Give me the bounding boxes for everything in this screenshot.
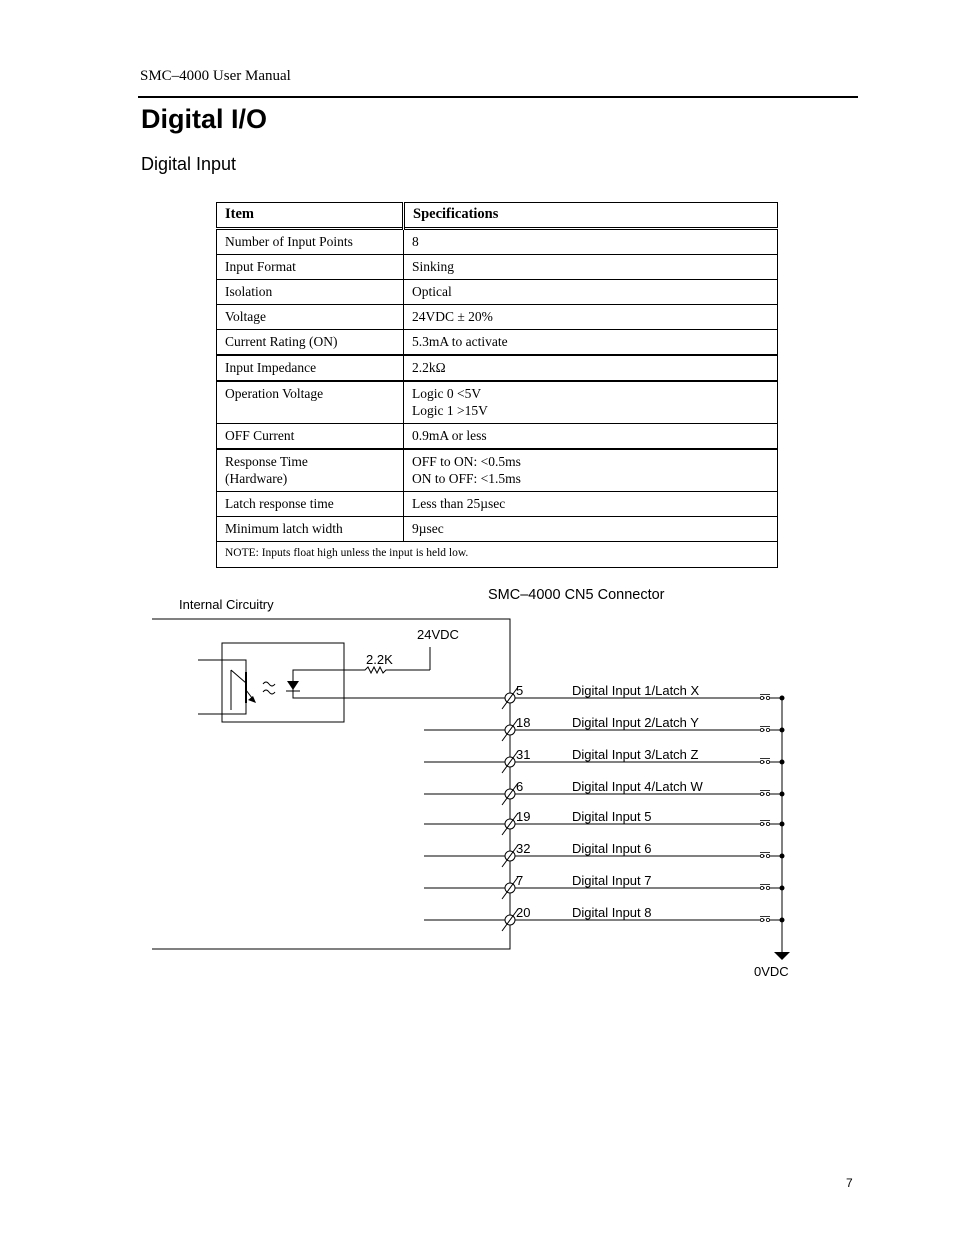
spec-item-cell: Number of Input Points	[217, 229, 404, 255]
table-row	[217, 229, 778, 255]
spec-table-header-row	[217, 203, 778, 229]
spec-item-cell: Voltage	[217, 305, 404, 330]
spec-value-cell: Logic 0 <5V Logic 1 >15V	[404, 381, 778, 424]
spec-value-cell: 8	[404, 229, 778, 255]
switch-icon	[760, 885, 782, 890]
resistor-label: 2.2K	[366, 652, 393, 667]
table-row	[217, 280, 778, 305]
spec-item-cell: Input Impedance	[217, 355, 404, 381]
table-row	[217, 305, 778, 330]
pin-number: 18	[516, 715, 531, 730]
switch-icon	[760, 917, 782, 922]
switch-icon	[760, 791, 782, 796]
connector-pin-row	[424, 809, 785, 835]
connector-pin-row	[424, 841, 785, 867]
connector-pins	[424, 683, 785, 931]
section-title: Digital I/O	[141, 104, 268, 134]
spec-item-cell: OFF Current	[217, 424, 404, 450]
spec-value-cell: OFF to ON: <0.5ms ON to OFF: <1.5ms	[404, 449, 778, 492]
spec-item-cell: Operation Voltage	[217, 381, 404, 424]
spec-item-cell: Current Rating (ON)	[217, 330, 404, 356]
page-number: 7	[846, 1176, 853, 1190]
pin-number: 5	[516, 683, 524, 698]
header-rule	[138, 96, 858, 98]
spec-value-cell: 2.2kΩ	[404, 355, 778, 381]
pin-label: Digital Input 5	[572, 809, 652, 824]
spec-table	[216, 202, 778, 568]
pin-label: Digital Input 2/Latch Y	[572, 715, 699, 730]
pin-number: 6	[516, 779, 524, 794]
spec-value-cell: Optical	[404, 280, 778, 305]
optocoupler-icon	[198, 643, 508, 722]
spec-item-cell: Minimum latch width	[217, 517, 404, 542]
pin-label: Digital Input 3/Latch Z	[572, 747, 699, 762]
spec-value-cell: 0.9mA or less	[404, 424, 778, 450]
pin-number: 7	[516, 873, 524, 888]
spec-value-cell: 24VDC ± 20%	[404, 305, 778, 330]
connector-label: SMC–4000 CN5 Connector	[488, 587, 665, 603]
internal-circuit-boundary	[152, 619, 510, 949]
resistor-symbol	[345, 667, 430, 673]
connector-pin-row	[502, 683, 785, 709]
switch-icon	[760, 695, 782, 700]
table-row	[217, 355, 778, 381]
running-header: SMC–4000 User Manual	[140, 68, 291, 84]
spec-item-cell: Latch response time	[217, 492, 404, 517]
ground-arrow-icon	[774, 952, 790, 960]
pin-number: 19	[516, 809, 531, 824]
spec-value-cell: 9µsec	[404, 517, 778, 542]
switch-icon	[760, 821, 782, 826]
spec-item-cell: Isolation	[217, 280, 404, 305]
table-row	[217, 449, 778, 492]
connector-pin-row	[424, 905, 785, 931]
section-subtitle: Digital Input	[141, 154, 237, 174]
pin-label: Digital Input 8	[572, 905, 652, 920]
header-specifications: Specifications	[404, 203, 778, 229]
table-row	[217, 492, 778, 517]
pin-number: 20	[516, 905, 531, 920]
connector-pin-row	[424, 747, 785, 773]
pin-label: Digital Input 6	[572, 841, 652, 856]
connector-pin-row	[424, 715, 785, 741]
pin-label: Digital Input 4/Latch W	[572, 779, 703, 794]
pin-label: Digital Input 1/Latch X	[572, 683, 700, 698]
pin-number: 31	[516, 747, 531, 762]
spec-value-cell: Less than 25µsec	[404, 492, 778, 517]
table-row	[217, 517, 778, 542]
table-row	[217, 381, 778, 424]
spec-item-cell: Response Time (Hardware)	[217, 449, 404, 492]
switch-icon	[760, 853, 782, 858]
table-note: NOTE: Inputs float high unless the input is held low.	[217, 542, 778, 568]
connector-pin-row	[424, 779, 785, 805]
pin-label: Digital Input 7	[572, 873, 652, 888]
table-row	[217, 424, 778, 450]
spec-value-cell: Sinking	[404, 255, 778, 280]
pin-number: 32	[516, 841, 531, 856]
internal-circuitry-label: Internal Circuitry	[179, 597, 274, 612]
table-row	[217, 255, 778, 280]
header-item: Item	[217, 203, 404, 229]
table-note-row	[217, 542, 778, 568]
spec-value-cell: 5.3mA to activate	[404, 330, 778, 356]
connector-pin-row	[424, 873, 785, 899]
switch-icon	[760, 727, 782, 732]
switch-icon	[760, 759, 782, 764]
ground-label: 0VDC	[754, 964, 789, 979]
spec-item-cell: Input Format	[217, 255, 404, 280]
supply-label: 24VDC	[417, 627, 459, 642]
ground-rail	[774, 697, 790, 960]
table-row	[217, 330, 778, 356]
wiring-diagram	[0, 580, 954, 990]
